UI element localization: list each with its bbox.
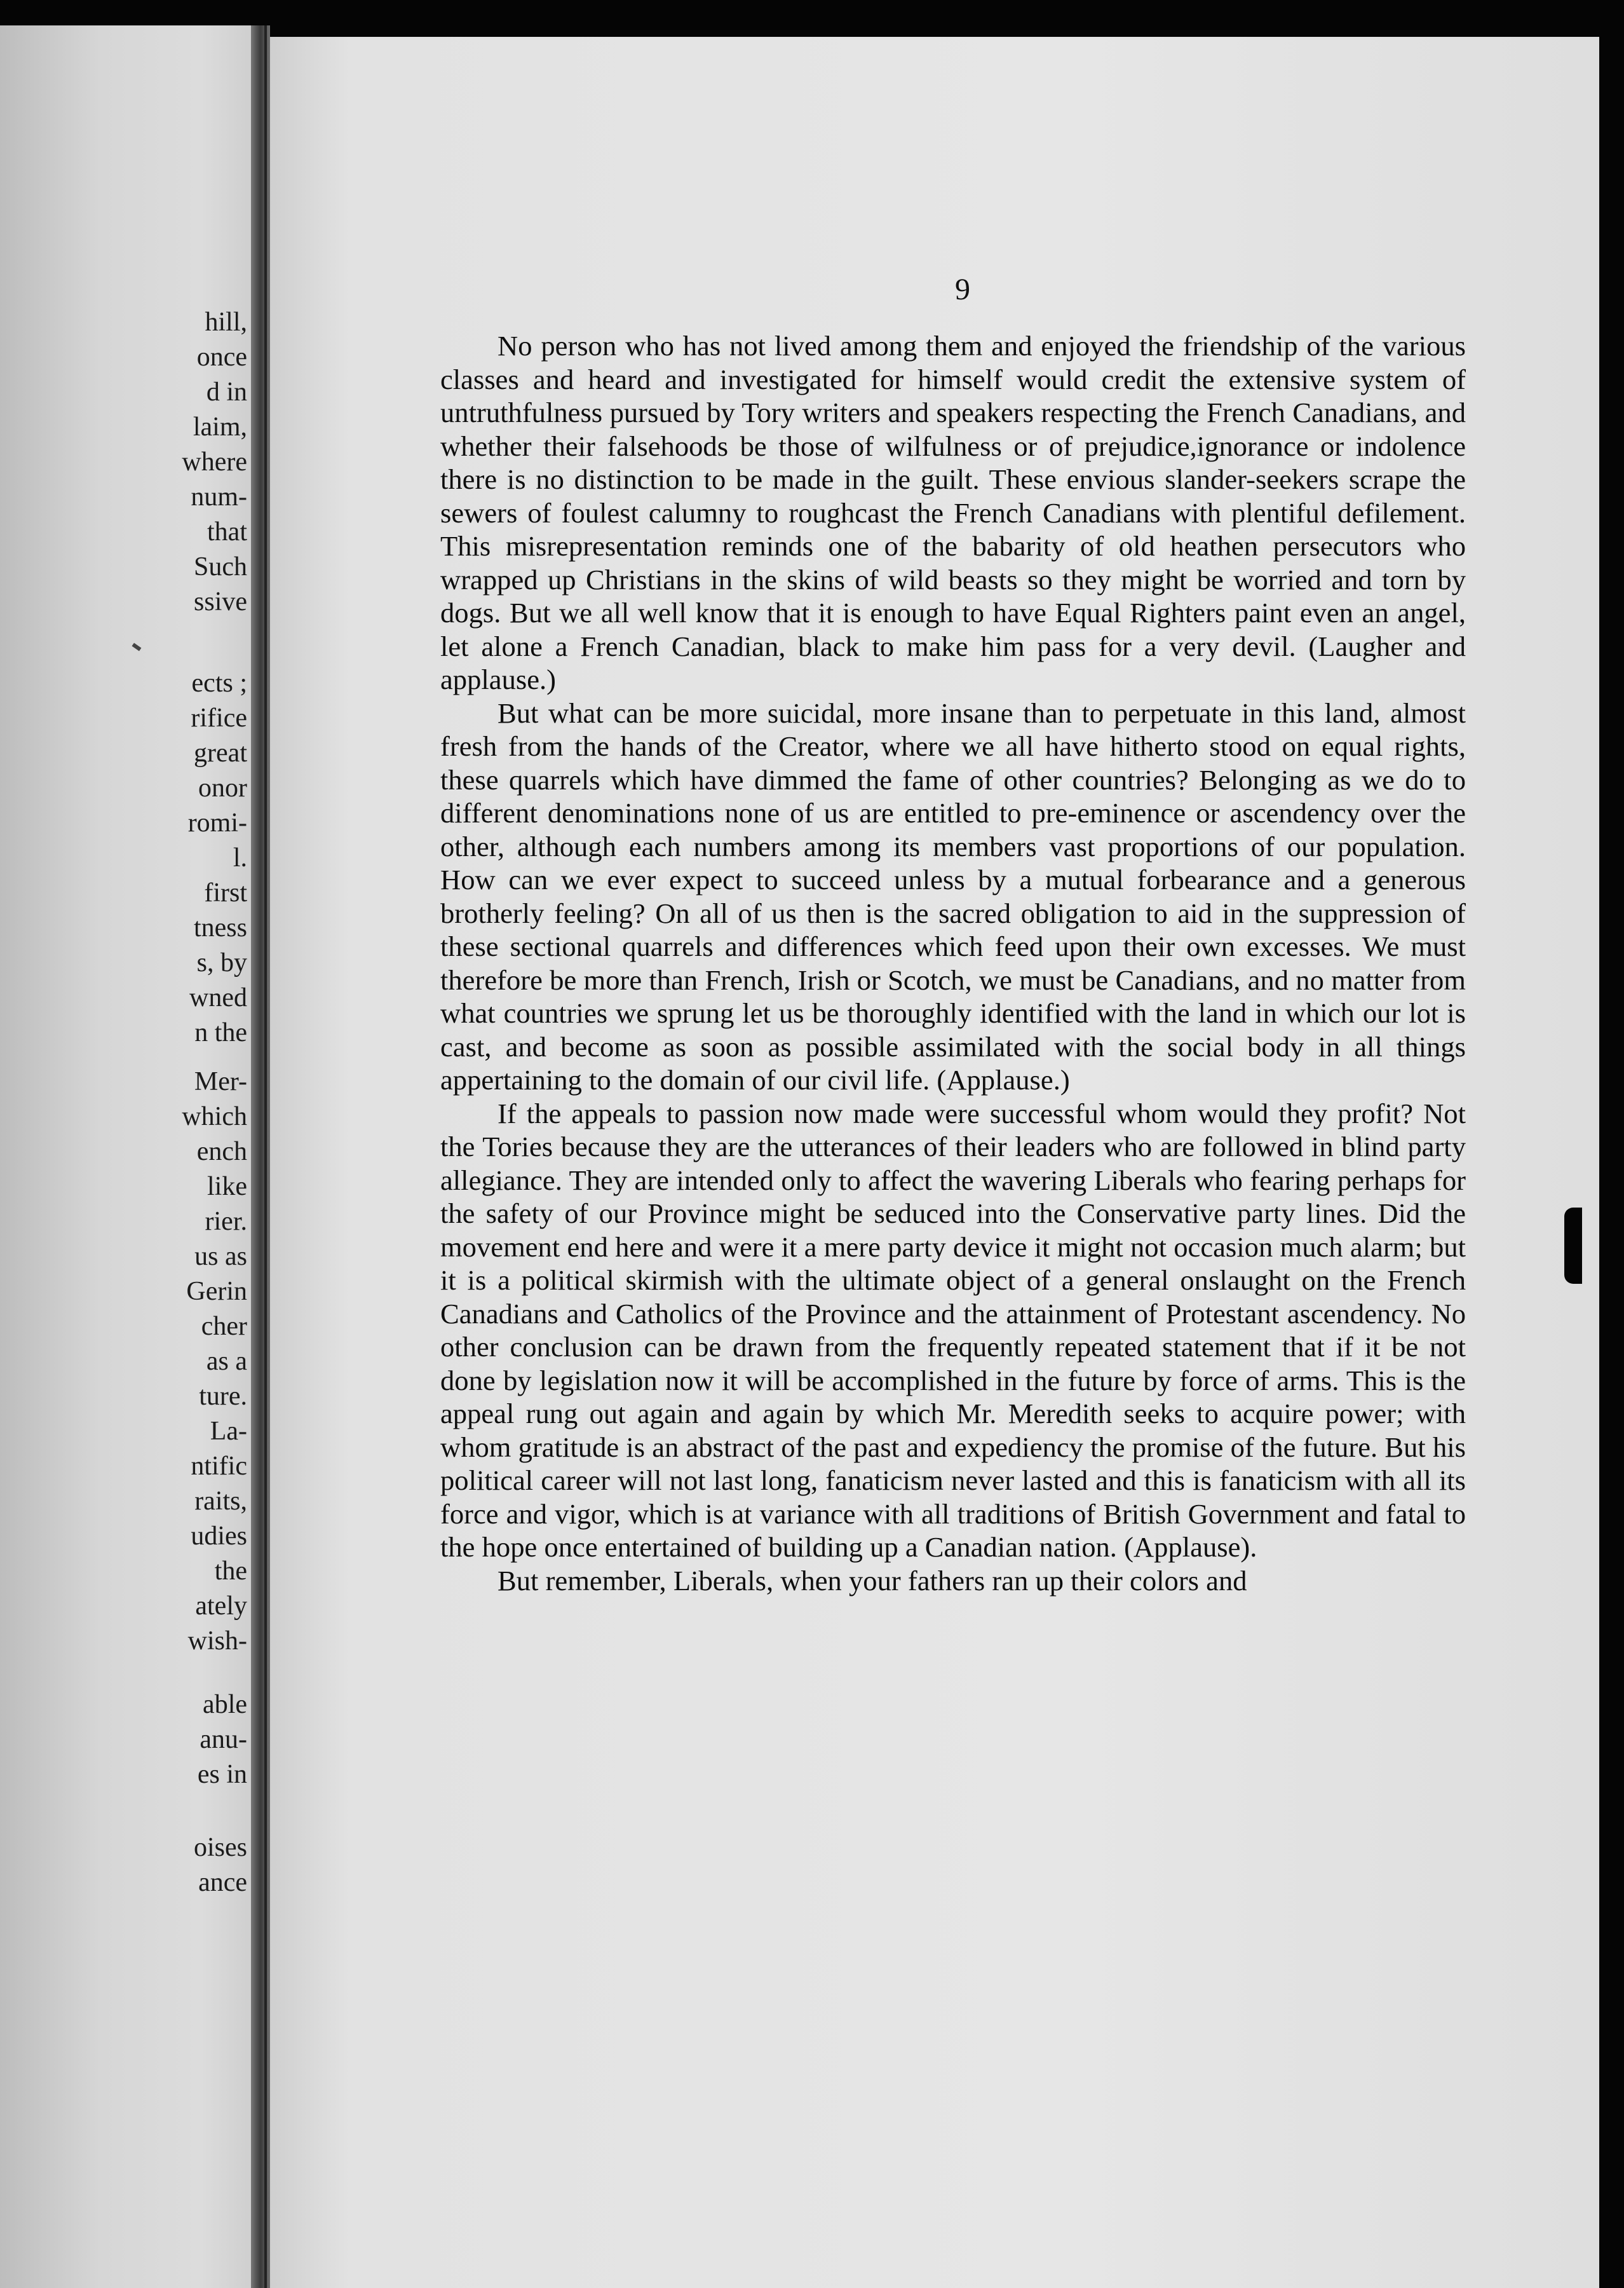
- left-fragment-block-3: Mer- which ench like rier. us as Gerin cher as a ture. La- ntific raits, udies the ately wish-: [182, 1067, 247, 1656]
- paragraph-3: If the appeals to passion now made were successful whom would they profit? Not the Tories because they are the utterances of their leaders who are followed in blind party allegiance. They are intended only to affect the wavering Liberals who fearing perhaps for the safety of our Province might be seduced into the Conservative party lines. Did the movement end here and were it a mere party device it might not occasion much alarm; but it is a political skirmish with the ultimate object of a general onslaught on the French Canadians and Catholics of the Province and the attainment of Protestant ascendency. No other conclusion can be drawn from the frequently repeated statement that if it be not done by legislation now it will be accomplished in the future by force of arms. This is the appeal rung out again and again by which Mr. Meredith seeks to acquire power; with whom gratitude is an abstract of the past and expediency the promise of the future. But his political career will not last long, fanaticism never lasted and this is fanaticism with all its force and vigor, which is at variance with all traditions of British Government and fatal to the hope once entertained of building up a Canadian nation. (Applause).: [440, 1097, 1466, 1563]
- page-body-text: [440, 329, 1466, 1597]
- left-fragment-block-1: hill, once d in laim, where num- that Such ssive: [182, 308, 247, 616]
- paragraph-1: No person who has not lived among them and enjoyed the friendship of the various classes and heard and investigated for himself would credit the extensive system of untruthfulness pursued by Tory writers and speakers respecting the French Canadians, and whether their falsehoods be those of wilfulness or of prejudice,ignorance or indolence there is no distinction to be made in the guilt. These envious slander-seekers scrape the sewers of foulest calumny to roughcast the French Canadians with plentiful defilement. This misrepresentation reminds one of the babarity of old heathen persecutors who wrapped up Christians in the skins of wild beasts so they might be worried and torn by dogs. But we all well know that it is enough to have Equal Righters paint even an angel, let alone a French Canadian, black to make him pass for a very devil. (Laugher and applause.): [440, 330, 1466, 695]
- left-fragment-block-2: ects ; rifice great onor romi- l. first tness s, by wned n the: [187, 669, 247, 1047]
- stray-mark: [132, 643, 142, 651]
- left-fragment-block-5: oises ance: [194, 1833, 247, 1897]
- paragraph-2: But what can be more suicidal, more insane than to perpetuate in this land, almost fresh from the hands of the Creator, where we all have hitherto stood on equal rights, these quarrels which have dimmed the fame of other countries? Belonging as we do to different denominations none of us are entitled to pre-eminence or ascendency over the other, although each numbers among its members vast proportions of our population. How can we ever expect to succeed unless by a mutual forbearance and a generous brotherly feeling? On all of us then is the sacred obligation to aid in the suppression of these sectional quarrels and differences which feed upon their own excesses. We must therefore be more than French, Irish or Scotch, we must be Canadians, and no matter from what countries we sprung let us be thoroughly identified with the land in which our lot is cast, and become as soon as possible assimilated with the social body in all things appertaining to the domain of our civil life. (Applause.): [440, 697, 1466, 1096]
- left-page-fragment: [0, 25, 251, 2288]
- page-edge-notch: [1564, 1208, 1582, 1284]
- page-number: 9: [955, 273, 970, 306]
- paragraph-4: But remember, Liberals, when your fathers ran up their colors and: [497, 1564, 1247, 1597]
- main-page: [270, 37, 1599, 2288]
- book-gutter: [251, 25, 270, 2288]
- left-fragment-block-4: able anu- es in: [197, 1690, 247, 1789]
- gutter-fold-line: [264, 25, 267, 2288]
